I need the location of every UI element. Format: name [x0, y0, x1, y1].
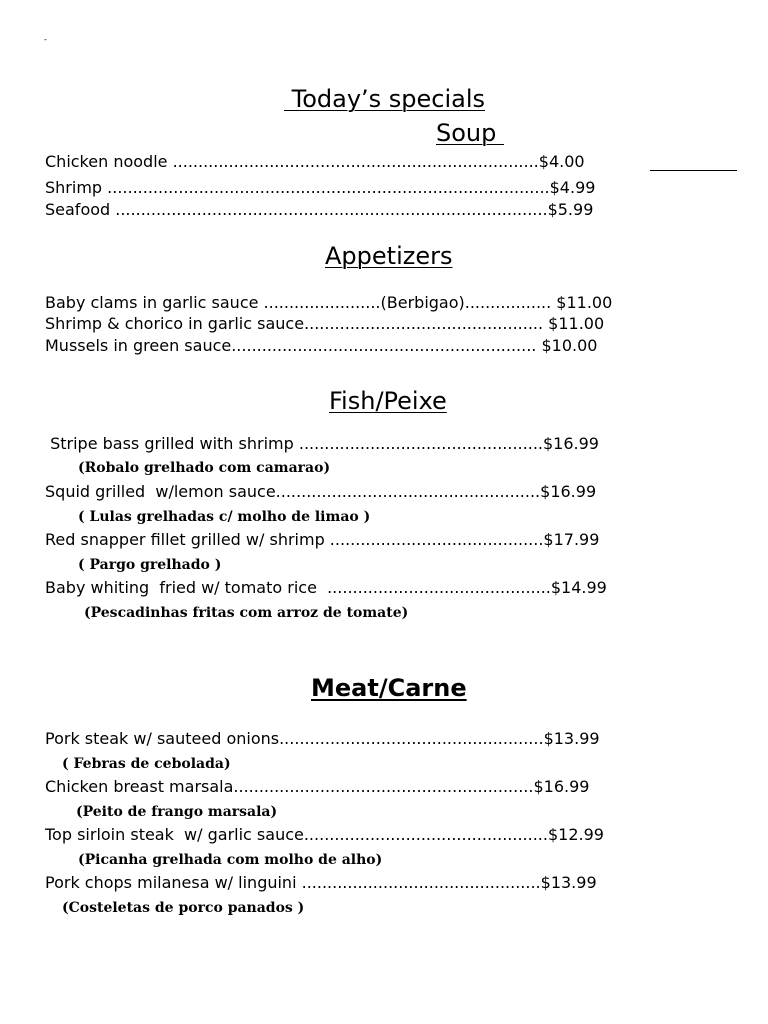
meat-item-portuguese: (Costeletas de porco panados ) [62, 900, 305, 916]
fish-item-portuguese: ( Pargo grelhado ) [78, 557, 222, 573]
blank-rule [650, 170, 737, 171]
fish-item: Squid grilled w/lemon sauce....................................................$16.99 [45, 482, 597, 501]
meat-item: Pork chops milanesa w/ linguini ...............................................$13.99 [45, 873, 597, 892]
fish-item-portuguese: ( Lulas grelhadas c/ molho de limao ) [78, 509, 371, 525]
appetizers-heading: Appetizers [325, 242, 453, 270]
meat-item: Chicken breast marsala...........................................................$16.99 [45, 777, 590, 796]
fish-item-portuguese: (Robalo grelhado com camarao) [78, 460, 331, 476]
fish-item: Baby whiting fried w/ tomato rice ............................................$14.99 [45, 578, 607, 597]
soup-item-chicken-noodle: Chicken noodle ........................................................................$4.00 [45, 152, 585, 171]
page-title: Today’s specials [284, 85, 486, 113]
soup-item-shrimp: Shrimp .......................................................................................$4.99 [45, 178, 596, 197]
appetizer-item: Shrimp & chorico in garlic sauce............................................... $11.00 [45, 314, 605, 333]
meat-item: Top sirloin steak w/ garlic sauce................................................$12.99 [45, 825, 604, 844]
meat-item: Pork steak w/ sauteed onions....................................................$13.99 [45, 729, 600, 748]
meat-heading: Meat/Carne [311, 674, 467, 702]
appetizer-item: Mussels in green sauce............................................................ $10.00 [45, 336, 598, 355]
fish-item: Red snapper fillet grilled w/ shrimp ..........................................$17.99 [45, 530, 600, 549]
appetizer-item: Baby clams in garlic sauce .......................(Berbigao)................. $11.00 [45, 293, 613, 312]
fish-heading: Fish/Peixe [329, 387, 447, 415]
meat-item-portuguese: (Picanha grelhada com molho de alho) [78, 852, 383, 868]
fish-item: Stripe bass grilled with shrimp ................................................$16.99 [45, 434, 599, 453]
fish-item-portuguese: (Pescadinhas fritas com arroz de tomate) [84, 605, 409, 621]
meat-item-portuguese: ( Febras de cebolada) [62, 756, 231, 772]
meat-item-portuguese: (Peito de frango marsala) [76, 804, 278, 820]
top-mark: - [44, 35, 47, 44]
soup-heading: Soup [436, 119, 504, 147]
soup-item-seafood: Seafood .....................................................................................$5.99 [45, 200, 594, 219]
